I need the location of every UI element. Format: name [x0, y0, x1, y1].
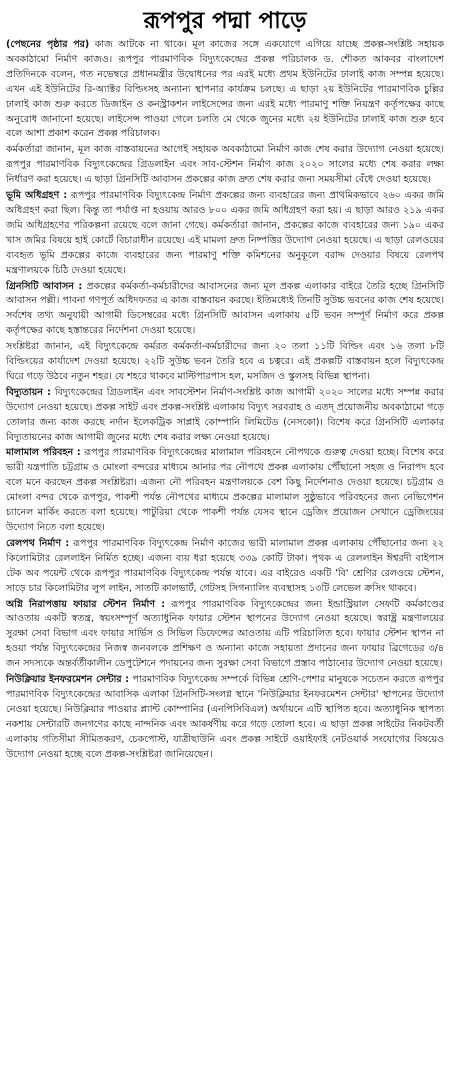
continuation-label: (পেছনের পৃষ্ঠার পর) [6, 39, 90, 50]
subheading-fire-station: অগ্নি নিরাপত্তায় ফায়ার স্টেশন নির্মাণ : [6, 598, 166, 610]
paragraph-text: বিদ্যুৎকেন্দ্রের গ্রিডলাইন এবং সাবস্টেশন নির্মাণ-সংশ্লিষ্ট কাজ আগামী ২০২০ সালের মধ্যে সম্পন্ন করার উদ্যোগ নেওয়া হয়েছে। প্রকল্প সাইট এবং প্রকল্প-সংশ্লিষ্ট এলাকায় বিদ্যুৎ সরবরাহ ও এতদ্ প্রয়োজনীয় অবকাঠামো গড়ে তোলার জন্য কাজ করছে নর্দান ইলেকট্রিক সাপ্লাই কোম্পানি লিমিটেড (নেসকো)। বিশেষ করে গ্রিনসিটি এলাকার বিদ্যুতায়নের কাজ আগামী জুনের মধ্যে শেষ করার লক্ষ্য নেওয়া হয়েছে। [6, 386, 444, 443]
paragraph-buildings [6, 340, 444, 385]
paragraph-text: পারমাণবিক বিদ্যুৎকেন্দ্র সম্পর্কে বিভিন্ন শ্রেণি-পেশার মানুষকে সচেতন করতে রূপপুর পারমাণবিক বিদ্যুৎকেন্দ্রের আবাসিক এলাকা গ্রিনসিটি-সংলগ্ন স্থানে 'নিউক্লিয়ার ইনফরমেশন সেন্টার' স্থাপনের উদ্যোগ নেওয়া হয়েছে। নিউক্লিয়ার পাওয়ার প্ল্যান্ট কোম্পানির (এনপিসিবিএল) অর্থায়নে এটি স্থাপিত হবে। অত্যাধুনিক স্থাপত্য নকশায় সেন্টারটি জনগণের কাছে নান্দনিক এবং আকর্ষণীয় করে গড়ে তোলা হবে। এ ছাড়া প্রকল্প সাইটের নিকটবর্তী এলাকায় গতিসীমা সীমিতকরণ, চেকপোস্ট, যাত্রীছাউনি এবং প্রকল্প সাইটে ওয়াইফাই নেটওয়ার্ক সংযোগের বিষয়েও উদ্যোগ নেওয়া হচ্ছে বলে প্রকল্প-সংশ্লিষ্টরা জানিয়েছেন। [6, 674, 444, 760]
paragraph-officials [6, 143, 444, 188]
paragraph-land-acquisition [6, 189, 444, 278]
subheading-info-center: নিউক্লিয়ার ইনফরমেশন সেন্টার : [6, 674, 130, 686]
paragraph-text: সংশ্লিষ্টরা জানান, এই বিদ্যুৎকেন্দ্রে কর্মরত কর্মকর্তা-কর্মচারীদের জন্য ২০ তলা ১১টি বিল্ডিং এবং ১৬ তলা ৮টি বিল্ডিংয়ের কার্যাদেশ দেওয়া হয়েছে। ২২টি সুউচ্চ ভবন তৈরি হবে এ চত্বরে। এই প্রকল্পটি বাস্তবায়ন হলে বিদ্যুৎকেন্দ্র ঘিরে গড়ে উঠবে নতুন শহর। যে শহরে থাকবে মাল্টিপারপাস হল, মসজিদ ও স্কুলসহ বিভিন্ন স্থাপনা। [6, 341, 444, 382]
paragraph-electrification [6, 386, 444, 446]
paragraph-fire-station [6, 598, 444, 673]
subheading-land-acquisition: ভূমি অধিগ্রহণ : [6, 190, 68, 202]
paragraph-text: রূপপুর পারমাণবিক বিদ্যুৎকেন্দ্রের মালামাল পরিবহনে নৌপথকে গুরুত্ব দেওয়া হচ্ছে। বিশেষ করে ভারী যন্ত্রপাতি চট্টগ্রাম ও মোংলা বন্দরের মাধ্যমে আনার পর নৌপথে প্রকল্প এলাকায় পৌঁছানো সহজ ও নিরাপদ হবে বলে মনে করছেন প্রকল্প সংশ্লিষ্টরা। এজন্য নৌ পরিবহন মন্ত্রণালয়কে বেশ কিছু নির্দেশনাও দেওয়া হয়েছে। চট্টগ্রাম ও মোংলা বন্দর থেকে রূপপুর, পাকশী পর্যন্ত নৌপথের মাধ্যমে প্রকল্পের মালামাল সুষ্ঠুভাবে পরিবহনের জন্য নেভিগেশন চ্যানেল মার্কিং করতে বলা হয়েছে। পাটুরিয়া থেকে পাকশী পর্যন্ত যেসব স্থানে ড্রেজিং প্রয়োজন সেখানে ড্রেজিংয়ের উদ্যোগ নিতে বলা হয়েছে। [6, 447, 444, 533]
paragraph-railway [6, 537, 444, 597]
subheading-electrification: বিদ্যুতায়ন : [6, 386, 51, 398]
paragraph-continuation [6, 38, 444, 142]
subheading-greencity: গ্রিনসিটি আবাসন : [6, 280, 83, 292]
article-body [6, 38, 444, 763]
paragraph-text: প্রকল্পের কর্মকর্তা-কর্মচারীদের আবাসনের জন্য মূল প্রকল্প এলাকার বাইরে তৈরি হচ্ছে গ্রিনসিটি আবাসন পল্লী। পাবনা গণপূর্ত অধিদফতর এ কাজ বাস্তবায়ন করছে। ইতিমধ্যেই তিনটি সুউচ্চ ভবনের কাজ শেষ হয়েছে। সর্বশেষ তথ্য অনুযায়ী আগামী ডিসেম্বরের মধ্যে গ্রিনসিটি আবাসন এলাকায় ৫টি ভবন সম্পূর্ণ নির্মাণ করে প্রকল্প কর্তৃপক্ষের কাছে হস্তান্তরের নির্দেশনা দেওয়া হয়েছে। [6, 280, 445, 337]
subheading-transport: মালামাল পরিবহন : [6, 447, 81, 459]
paragraph-greencity [6, 280, 444, 340]
article-headline: রূপপুর পদ্মা পাড়ে [143, 8, 307, 34]
subheading-railway: রেলপথ নির্মাণ : [6, 537, 70, 549]
paragraph-text: রূপপুর পারমাণবিক বিদ্যুৎকেন্দ্র নির্মাণ কাজের ভারী মালামাল প্রকল্প এলাকায় পৌঁছানোর জন্য ২২ কিলোমিটার রেললাইন নির্মিত হচ্ছে। এজন্য ব্যয় ধরা হয়েছে ৩৩৯ কোটি টাকা। পৃথক এ রেললাইন ঈশ্বরদী বাইপাস টেক অব পয়েন্ট থেকে রূপপুর পারমাণবিক বিদ্যুৎকেন্দ্র পর্যন্ত যাবে। এর বাইরেও একটি 'বি' শ্রেণির রেলওয়ে স্টেশন, সাড়ে চার কিলোমিটার লুপ লাইন, সাতটি কালভার্ট, গেটসহ সিগন্যালিং ব্যবস্থাসহ ১৩টি লেভেল ক্রসিং থাকবে। [6, 537, 444, 594]
paragraph-text: কর্মকর্তারা জানান, মূল কাজ বাস্তবায়নের আগেই সহায়ক অবকাঠামো নির্মাণ কাজ শেষ করার উদ্যোগ নেওয়া হয়েছে। রূপপুর পারমাণবিক বিদ্যুৎকেন্দ্রের গ্রিডলাইন এবং সাব-স্টেশন নির্মাণ কাজ ২০২০ সালের মধ্যে শেষ করার লক্ষ্য নির্ধারণ করা হয়েছে। এ ছাড়া গ্রিনসিটি আবাসন প্রকল্পের কাজ দ্রুত শেষ করার জন্য সময়সীমা বেঁধে দেওয়া হয়েছে। [6, 144, 444, 186]
paragraph-transport [6, 446, 444, 535]
paragraph-text: কাজ আটকে না থাকে। মূল কাজের সঙ্গে একযোগে এগিয়ে যাচ্ছে প্রকল্প-সংশ্লিষ্ট সহায়ক অবকাঠামো নির্মাণ কাজও। রূপপুর পারমাণবিক বিদ্যুৎকেন্দ্রের প্রকল্প পরিচালক ড. শৌকত আকবর বাংলাদেশ প্রতিদিনকে বলেন, গত নভেম্বরে প্রধানমন্ত্রীর উদ্বোধনের পর এরই মধ্যে প্রথম ইউনিটের ঢালাই কাজ সম্পন্ন হয়েছে। এখন এই ইউনিটের রি-অ্যাক্টর বিল্ডিংসহ অন্যান্য স্থাপনার কার্যক্রম চলছে। এ ছাড়া ২য় ইউনিটের পারমাণবিক চুল্লির ঢালাই কাজ শুরু করতে ডিজাইন ও কনস্ট্রাকশন লাইসেন্সের জন্য এরই মধ্যে পারমাণু শক্তি নিয়ন্ত্রণ কর্তৃপক্ষের কাছে অনুরোধ জানানো হয়েছে। লাইসেন্স পাওয়া গেলে চলতি মে থেকে জুনের মধ্যে ২য় ইউনিটের ঢালাই কাজ শুরু হবে বলে আশা প্রকাশ করেন প্রকল্প পরিচালক। [6, 39, 444, 140]
paragraph-text: রূপপুর পারমাণবিক বিদ্যুৎকেন্দ্র নির্মাণ প্রকল্পের জন্য ব্যবহারের জন্য প্রাথমিকভাবে ২৬০ একর জমি অধিগ্রহণ করা ছিল। কিন্তু তা পর্যাপ্ত না হওয়ায় আরও ৮০০ একর জমি অধিগ্রহণ করা হয়। এ ছাড়া আরও ২১৯ একর জমি অধিগ্রহণের পরিকল্পনা রয়েছে বলে জানা গেছে। কর্মকর্তারা জানান, প্রকল্পের কাজে ব্যবহারের জন্য ১৯০ একর খাস জমির বিষয়ে হাই কোর্টে বিচারাধীন রয়েছে। এই মামলা দ্রুত নিষ্পত্তির উদ্যোগ নেওয়া হয়েছে। এ ছাড়া রেলওয়ের ব্যবহৃত ভূমি প্রকল্পের কাজে ব্যবহারের জন্য পারমাণু শক্তি কমিশনের অনুকূলে বরাদ্দ দেওয়ার বিষয়ে রেলপথ মন্ত্রণালয়কে চিঠি দেওয়া হয়েছে। [6, 190, 444, 276]
paragraph-info-center [6, 673, 444, 762]
paragraph-text: রূপপুর পারমাণবিক বিদ্যুৎকেন্দ্রের জন্য ইন্ডাস্ট্রিয়াল সেফটি কর্মকাণ্ডের আওতায় একটি স্বতন্ত্র, স্বয়ংসম্পূর্ণ অত্যাধুনিক ফায়ার স্টেশন স্থাপনের উদ্যোগ নেওয়া হয়েছে। স্বরাষ্ট্র মন্ত্রণালয়ের সুরক্ষা সেবা বিভাগ এবং ফায়ার সার্ভিস ও সিভিল ডিফেন্সের আওতায় এটি পরিচালিত হবে। ফায়ার স্টেশন স্থাপন না হওয়া পর্যন্ত বিদ্যুৎকেন্দ্রের নিজস্ব জনবলকে প্রশিক্ষণ ও অন্যান্য কাজে সহায়তা প্রদানের জন্য ফায়ার ব্রিগেডের ৩/৪ জন সদস্যকে অন্তর্বর্তীকালীন ডেপুটেশনে পদায়নের জন্য সুরক্ষা সেবা বিভাগে প্রস্তাব পাঠানোর উদ্যোগ নেওয়া হয়েছে। [6, 598, 444, 670]
